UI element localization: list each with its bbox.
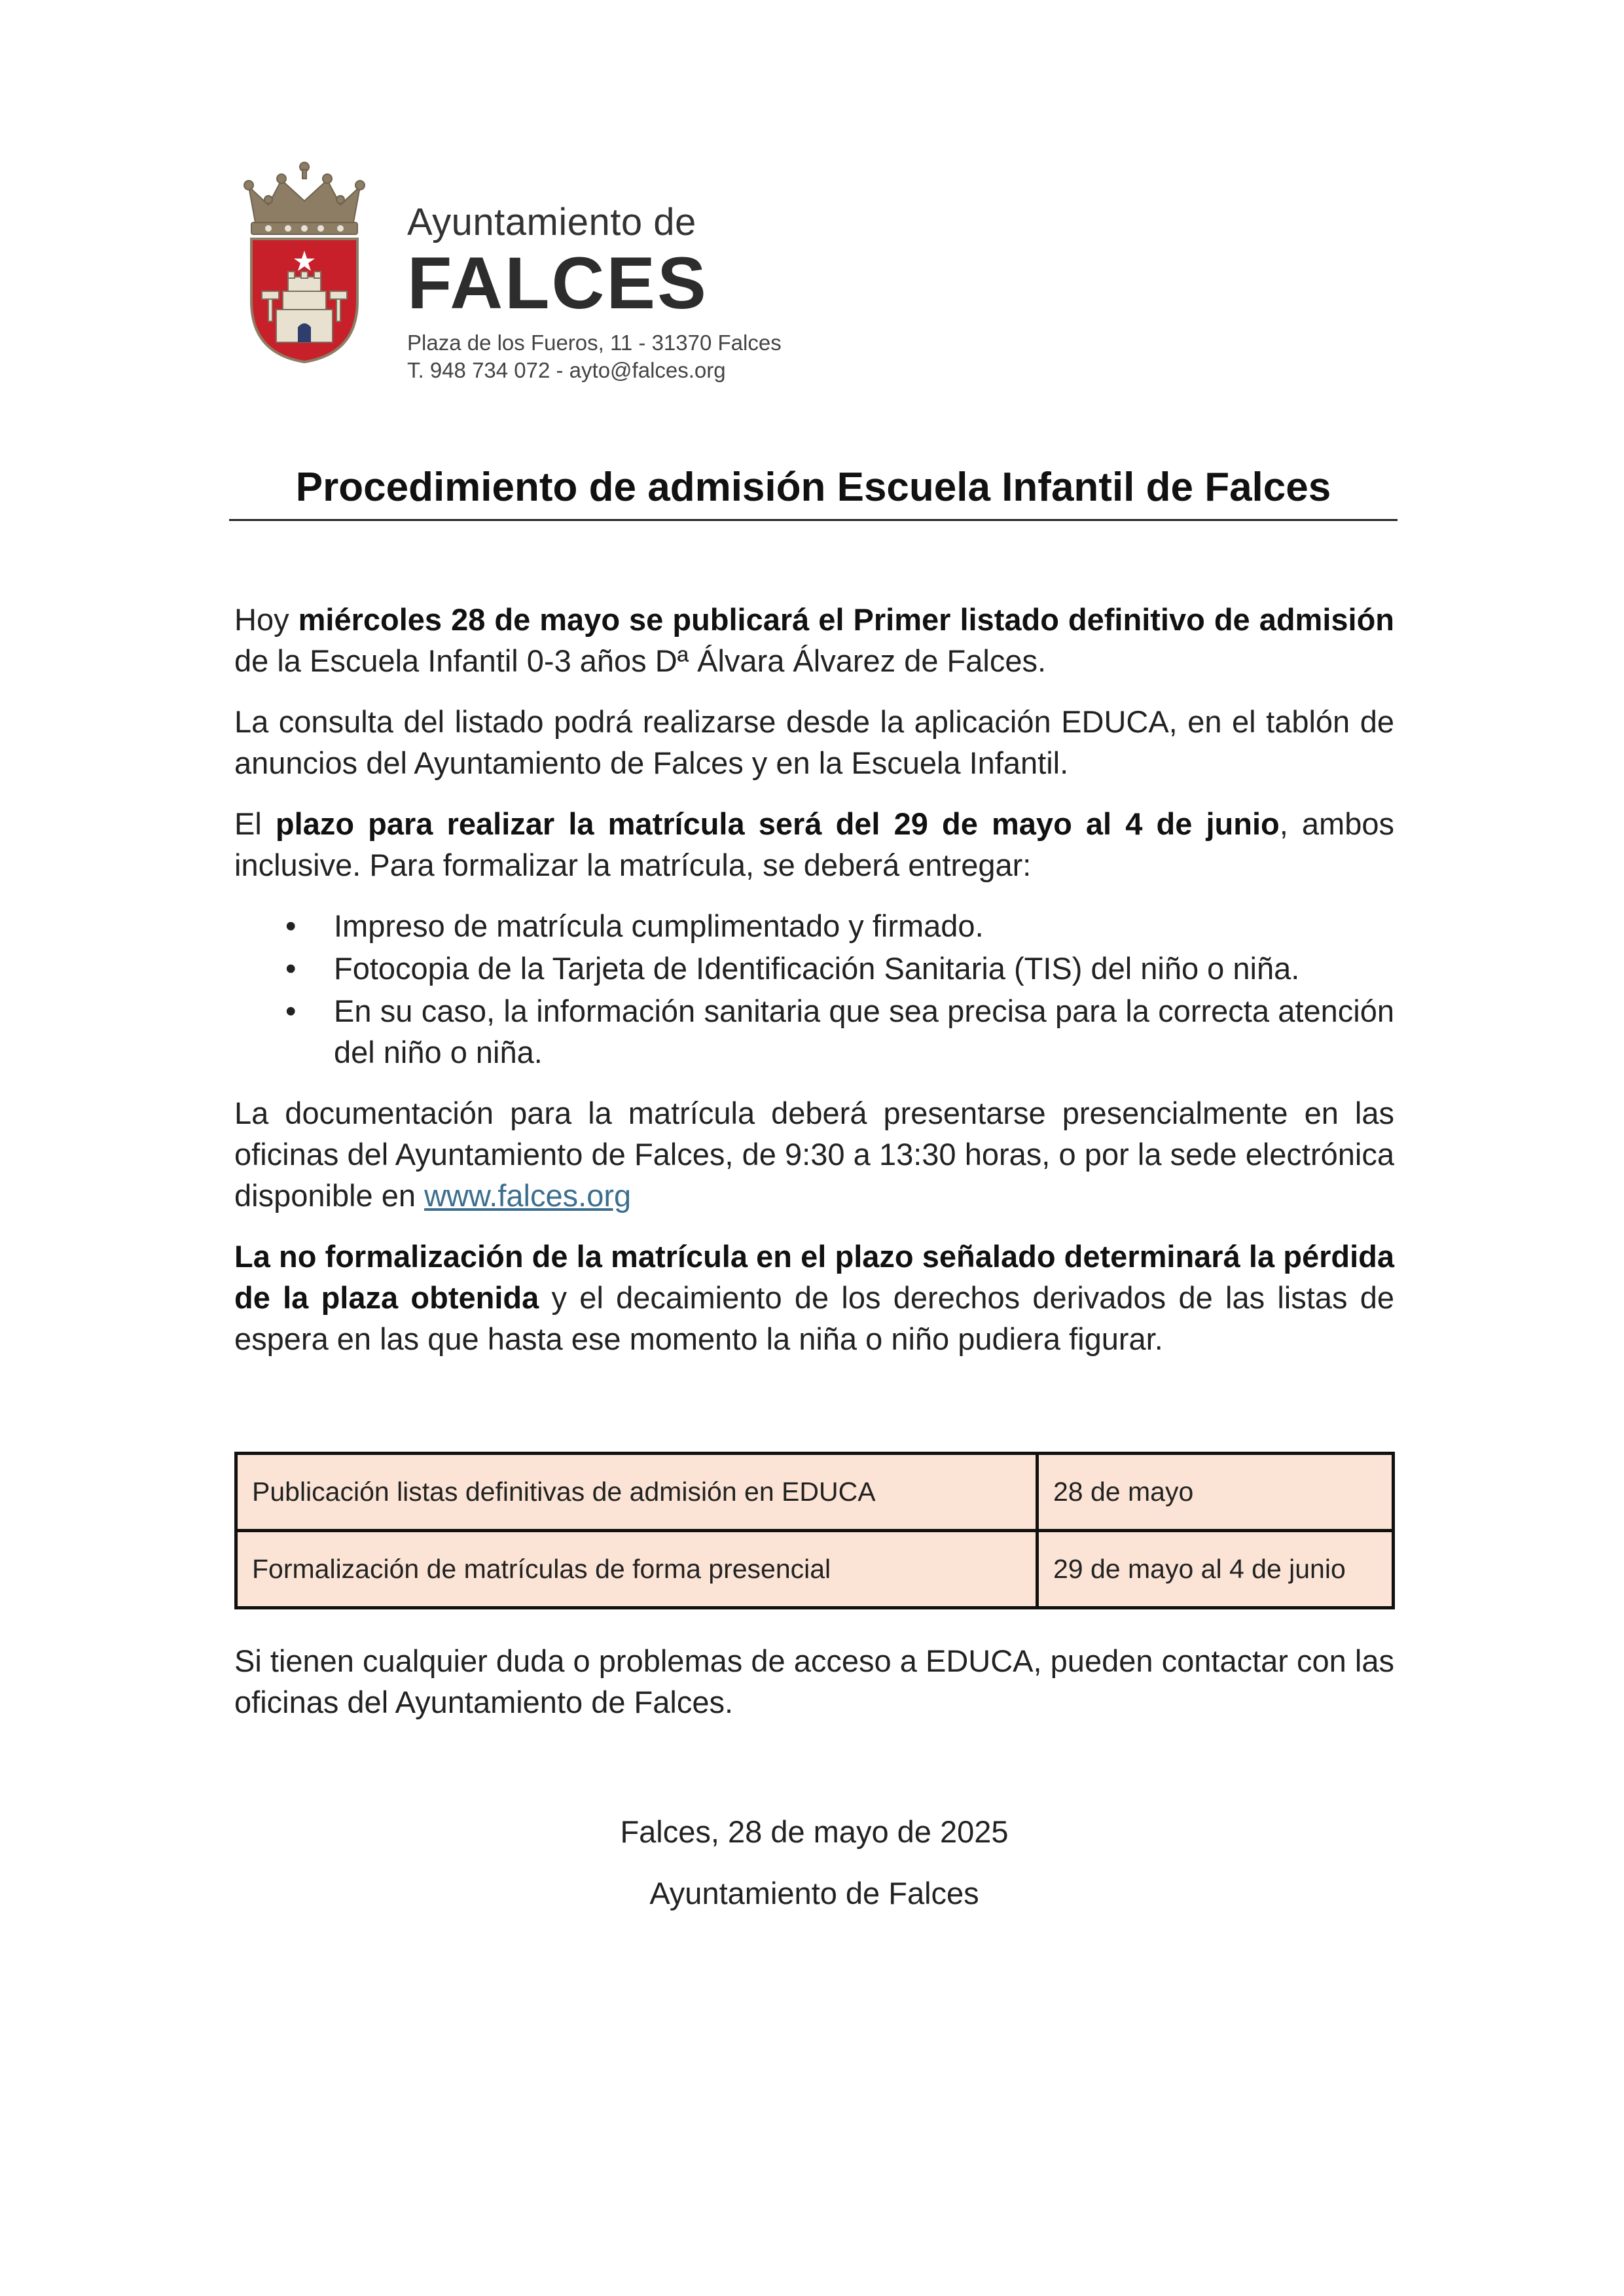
text-run: La documentación para la matrícula deberá presentarse presencialmente en las oficinas del Ayuntamiento de Falces, de 9:30 a 13:30 horas, o por la sede electrónica disponible en [234, 1096, 1394, 1213]
table-cell-date: 29 de mayo al 4 de junio [1038, 1531, 1394, 1608]
list-item-text: En su caso, la información sanitaria que sea precisa para la correcta atención del niño o niña. [334, 994, 1394, 1069]
letterhead-address: Plaza de los Fueros, 11 - 31370 Falces [407, 331, 782, 355]
list-item-text: Fotocopia de la Tarjeta de Identificación Sanitaria (TIS) del niño o niña. [334, 951, 1300, 986]
list-item [234, 905, 1394, 946]
bold-run: plazo para realizar la matrícula será del 29 de mayo al 4 de junio [275, 806, 1280, 841]
text-run: de la Escuela Infantil 0-3 años Dª Álvara Álvarez de Falces. [234, 643, 1047, 678]
paragraph-documentation [234, 1092, 1394, 1216]
letterhead-line1: Ayuntamiento de [407, 201, 696, 243]
table-cell-label: Publicación listas definitivas de admisión en EDUCA [236, 1454, 1038, 1531]
letterhead-text [407, 200, 865, 384]
text-run: , ambos inclusive. Para formalizar la matrícula, se deberá entregar: [234, 806, 1394, 882]
text-run: y el decaimiento de los derechos derivados de las listas de espera en las que hasta ese momento la niña o niño pudiera figurar. [234, 1280, 1394, 1356]
paragraph-publication [234, 599, 1394, 681]
schedule-table [234, 1452, 1395, 1609]
letterhead [242, 160, 831, 382]
requirements-list [234, 905, 1394, 1073]
letterhead-contact: T. 948 734 072 - ayto@falces.org [407, 358, 726, 382]
list-item [234, 948, 1394, 989]
paragraph-contact: Si tienen cualquier duda o problemas de acceso a EDUCA, pueden contactar con las oficinas del Ayuntamiento de Falces. [234, 1643, 1394, 1719]
paragraph-warning [234, 1236, 1394, 1359]
bullet-icon: • [285, 908, 297, 943]
website-link[interactable]: www.falces.org [424, 1178, 632, 1213]
table-row [236, 1454, 1394, 1531]
list-item-text: Impreso de matrícula cumplimentado y firmado. [334, 908, 984, 943]
bold-run: La no formalización de la matrícula en el plazo señalado determinará la pérdida de la plaza obtenida [234, 1239, 1394, 1315]
table-cell-date: 28 de mayo [1038, 1454, 1394, 1531]
table-cell-label: Formalización de matrículas de forma presencial [236, 1531, 1038, 1608]
signature-org: Ayuntamiento de Falces [649, 1876, 979, 1910]
list-item [234, 990, 1394, 1073]
page-title: Procedimiento de admisión Escuela Infantil de Falces [229, 461, 1398, 521]
text-run: Hoy [234, 602, 298, 637]
text-run: El [234, 806, 276, 841]
signature-date: Falces, 28 de mayo de 2025 [620, 1814, 1009, 1849]
bullet-icon: • [285, 951, 297, 986]
paragraph-consultation: La consulta del listado podrá realizarse desde la aplicación EDUCA, en el tablón de anuncios del Ayuntamiento de Falces y en la Escuela Infantil. [234, 704, 1394, 780]
bold-run: miércoles 28 de mayo se publicará el Primer listado definitivo de admisión [298, 602, 1395, 637]
paragraph-deadline [234, 803, 1394, 886]
document-body [234, 599, 1394, 1379]
coat-of-arms-icon [242, 160, 367, 363]
bullet-icon: • [285, 994, 297, 1028]
letterhead-town: FALCES [407, 242, 708, 324]
table-row [236, 1531, 1394, 1608]
